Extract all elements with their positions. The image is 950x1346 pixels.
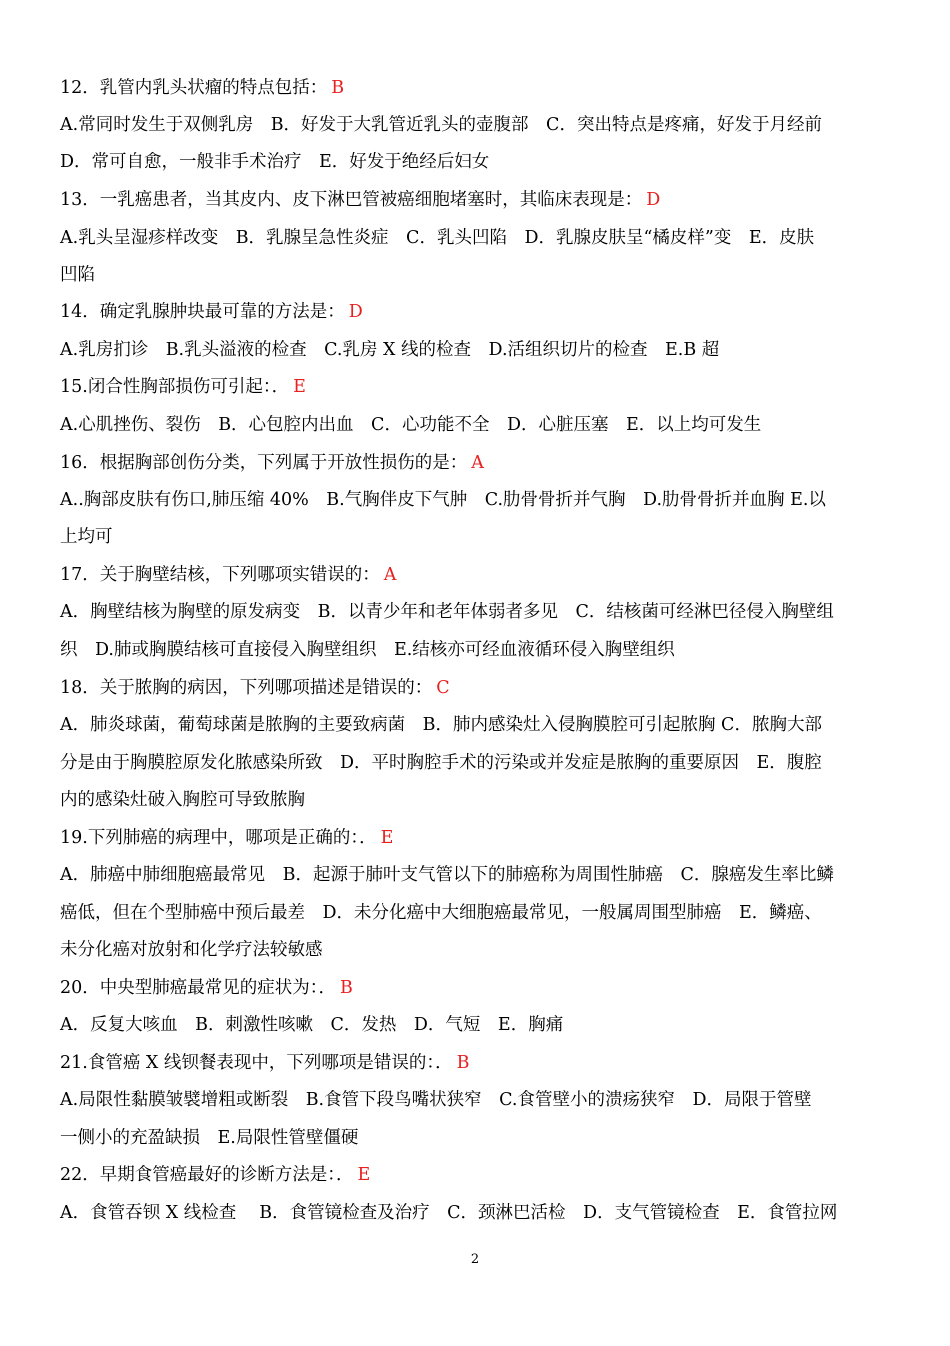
question-19-options-line-2: 癌低，但在个型肺癌中预后最差 D．未分化癌中大细胞癌最常见，一般属周围型肺癌 E．鳞癌、 [60, 903, 822, 923]
question-stem-text: 13．一乳癌患者，当其皮内、皮下淋巴管被癌细胞堵塞时，其临床表现是： [60, 190, 643, 210]
question-21-options-line-1: A.局限性黏膜皱襞增粗或断裂 B.食管下段鸟嘴状狭窄 C.食管壁小的溃疡狭窄 D．局限于管壁 [60, 1090, 812, 1110]
question-19-options-line-1: A．肺癌中肺细胞癌最常见 B．起源于肺叶支气管以下的肺癌称为周围性肺癌 C．腺癌发生率比鳞 [60, 865, 834, 885]
question-22-options-line-1: A．食管吞钡 X 线检查 B．食管镜检查及治疗 C．颈淋巴活检 D．支气管镜检查 E．食管拉网 [60, 1203, 838, 1223]
question-21-options-line-2: 一侧小的充盈缺损 E.局限性管壁僵硬 [60, 1128, 359, 1148]
question-15-stem [60, 375, 895, 399]
question-17-stem [60, 563, 895, 587]
question-16-options-line-2: 上均可 [60, 527, 113, 547]
answer-key: E [380, 828, 394, 848]
question-stem-text: 15.闭合性胸部损伤可引起：． [60, 377, 290, 397]
answer-key: A [471, 453, 484, 473]
question-stem-text: 17．关于胸壁结核，下列哪项实错误的： [60, 565, 380, 585]
question-stem-text: 22．早期食管癌最好的诊断方法是：． [60, 1165, 354, 1185]
question-stem-text: 16．根据胸部创伤分类，下列属于开放性损伤的是： [60, 453, 468, 473]
page-number: 2 [470, 1252, 480, 1267]
question-stem-text: 20．中央型肺癌最常见的症状为：． [60, 978, 337, 998]
question-stem-text: 19.下列肺癌的病理中，哪项是正确的：． [60, 828, 377, 848]
question-17-options-line-2: 织 D.肺或胸膜结核可直接侵入胸壁组织 E.结核亦可经血液循环侵入胸壁组织 [60, 640, 675, 660]
question-13-stem [60, 188, 895, 212]
question-12-options-line-1: A.常同时发生于双侧乳房 B．好发于大乳管近乳头的壶腹部 C．突出特点是疼痛，好发于月经前 [60, 115, 822, 135]
question-18-options-line-2: 分是由于胸膜腔原发化脓感染所致 D．平时胸腔手术的污染或并发症是脓胸的重要原因 E．腹腔 [60, 753, 822, 773]
question-18-options-line-3: 内的感染灶破入胸腔可导致脓胸 [60, 790, 305, 810]
question-22-stem [60, 1163, 895, 1187]
answer-key: B [456, 1053, 470, 1073]
answer-key: D [348, 302, 363, 322]
question-13-options-line-2: 凹陷 [60, 265, 95, 285]
question-12-stem [60, 76, 895, 100]
answer-key: E [357, 1165, 371, 1185]
question-12-options-line-2: D．常可自愈，一般非手术治疗 E．好发于绝经后妇女 [60, 152, 490, 172]
question-20-options-line-1: A．反复大咳血 B．刺激性咳嗽 C．发热 D．气短 E．胸痛 [60, 1015, 564, 1035]
question-21-stem [60, 1051, 895, 1075]
question-stem-text: 18．关于脓胸的病因，下列哪项描述是错误的： [60, 678, 433, 698]
question-15-options-line-1: A.心肌挫伤、裂伤 B．心包腔内出血 C．心功能不全 D．心脏压塞 E．以上均可发生 [60, 415, 762, 435]
question-20-stem [60, 976, 895, 1000]
question-stem-text: 14．确定乳腺肿块最可靠的方法是： [60, 302, 345, 322]
answer-key: C [436, 678, 450, 698]
question-16-stem [60, 451, 895, 475]
question-19-options-line-3: 未分化癌对放射和化学疗法较敏感 [60, 940, 323, 960]
question-13-options-line-1: A.乳头呈湿疹样改变 B．乳腺呈急性炎症 C．乳头凹陷 D．乳腺皮肤呈“橘皮样”变 E．皮肤 [60, 228, 815, 248]
question-14-stem [60, 300, 895, 324]
answer-key: D [646, 190, 661, 210]
question-19-stem [60, 826, 895, 850]
answer-key: B [331, 78, 345, 98]
answer-key: A [383, 565, 397, 585]
question-stem-text: 12．乳管内乳头状瘤的特点包括： [60, 78, 328, 98]
question-18-options-line-1: A．肺炎球菌，葡萄球菌是脓胸的主要致病菌 B．肺内感染灶入侵胸膜腔可引起脓胸 C．脓胸大部 [60, 715, 822, 735]
question-17-options-line-1: A．胸壁结核为胸壁的原发病变 B．以青少年和老年体弱者多见 C．结核菌可经淋巴径侵入胸壁组 [60, 602, 834, 622]
question-stem-text: 21.食管癌 X 线钡餐表现中，下列哪项是错误的：． [60, 1053, 453, 1073]
answer-key: B [340, 978, 353, 998]
question-18-stem [60, 676, 895, 700]
question-14-options-line-1: A.乳房扪诊 B.乳头溢液的检查 C.乳房 X 线的检查 D.活组织切片的检查 E.B 超 [60, 340, 720, 360]
answer-key: E [293, 377, 306, 397]
question-16-options-line-1: A..胸部皮肤有伤口,肺压缩 40% B.气胸伴皮下气肿 C.肋骨骨折并气胸 D.肋骨骨折并血胸 E.以 [60, 490, 826, 510]
